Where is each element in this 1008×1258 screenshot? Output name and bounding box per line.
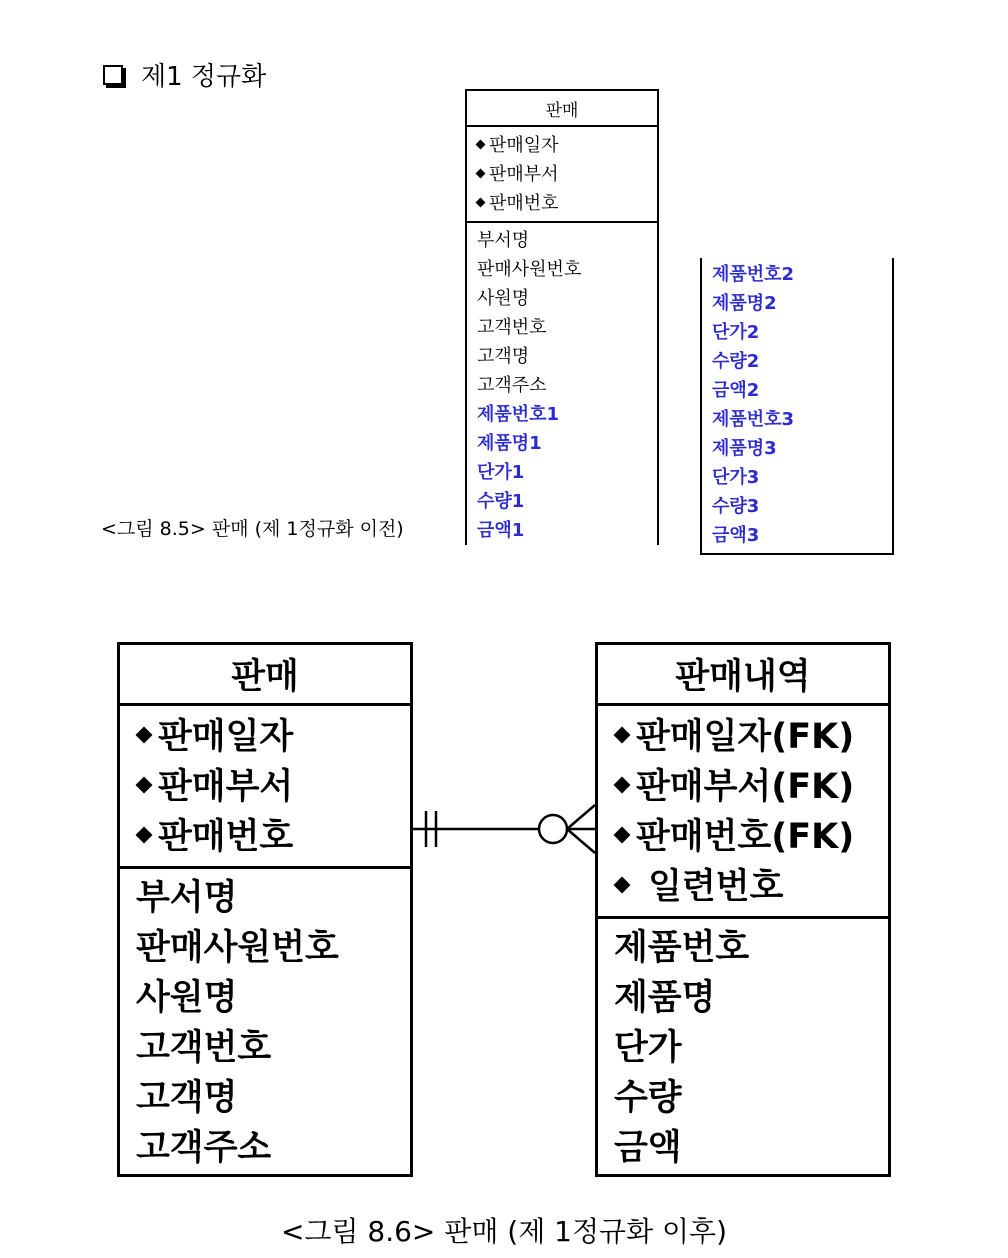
repeating-attribute: 단가2: [712, 322, 760, 343]
repeating-attribute: 제품명2: [712, 293, 777, 314]
attribute: 고객명: [477, 346, 530, 367]
repeating-attribute: 수량2: [712, 351, 760, 372]
attribute: 단가: [614, 1028, 682, 1068]
attribute: 수량: [614, 1078, 682, 1118]
pk-attribute: 판매번호: [477, 189, 657, 218]
repeating-attribute: 제품번호2: [712, 264, 795, 285]
pk-attribute: 판매부서: [477, 160, 657, 189]
attribute: 고객명: [136, 1078, 238, 1118]
pk-attribute: 판매일자: [477, 131, 657, 160]
repeating-attribute: 수량3: [712, 496, 760, 517]
attribute: 사원명: [477, 288, 530, 309]
pk-attribute: 판매부서: [138, 762, 410, 812]
figure-caption-after: <그림 8.6> 판매 (제 1정규화 이후): [280, 1215, 728, 1248]
pk-attribute: 판매일자: [138, 712, 410, 762]
after-child-name: 판매내역: [598, 645, 888, 706]
attribute: 사원명: [136, 978, 238, 1018]
section-title: 제1 정규화: [141, 62, 267, 92]
repeating-attribute: 금액2: [712, 380, 760, 401]
pk-attribute: 판매일자(FK): [616, 712, 888, 762]
repeating-attribute: 금액3: [712, 525, 760, 546]
repeating-attribute: 수량1: [477, 491, 525, 512]
attribute: 제품명: [614, 978, 716, 1018]
attribute: 고객주소: [477, 375, 547, 396]
after-parent-name: 판매: [120, 645, 410, 706]
attribute: 고객번호: [477, 317, 547, 338]
figure-caption-before: <그림 8.5> 판매 (제 1정규화 이전): [101, 518, 404, 540]
attribute: 판매사원번호: [477, 259, 582, 280]
attribute: 부서명: [136, 878, 238, 918]
crowfoot-prong: [567, 829, 595, 853]
repeating-attribute: 금액1: [477, 520, 525, 541]
repeating-attribute: 제품번호3: [712, 409, 795, 430]
attribute: 판매사원번호: [136, 928, 339, 968]
attribute: 고객주소: [136, 1128, 272, 1168]
zero-optional-circle: [539, 815, 567, 843]
pk-attribute: 판매번호(FK): [616, 812, 888, 862]
pk-attribute: 판매번호: [138, 812, 410, 862]
repeating-attribute: 제품명3: [712, 438, 777, 459]
before-entity-name: 판매: [467, 91, 657, 127]
attribute: 고객번호: [136, 1028, 272, 1068]
repeating-attribute: 제품명1: [477, 433, 542, 454]
attribute: 금액: [614, 1128, 682, 1168]
repeating-attribute: 제품번호1: [477, 404, 560, 425]
pk-attribute: 일련번호: [616, 862, 888, 912]
crowfoot-prong: [567, 805, 595, 829]
attribute: 제품번호: [614, 928, 750, 968]
attribute: 부서명: [477, 230, 530, 251]
repeating-attribute: 단가3: [712, 467, 760, 488]
pk-attribute: 판매부서(FK): [616, 762, 888, 812]
repeating-attribute: 단가1: [477, 462, 525, 483]
